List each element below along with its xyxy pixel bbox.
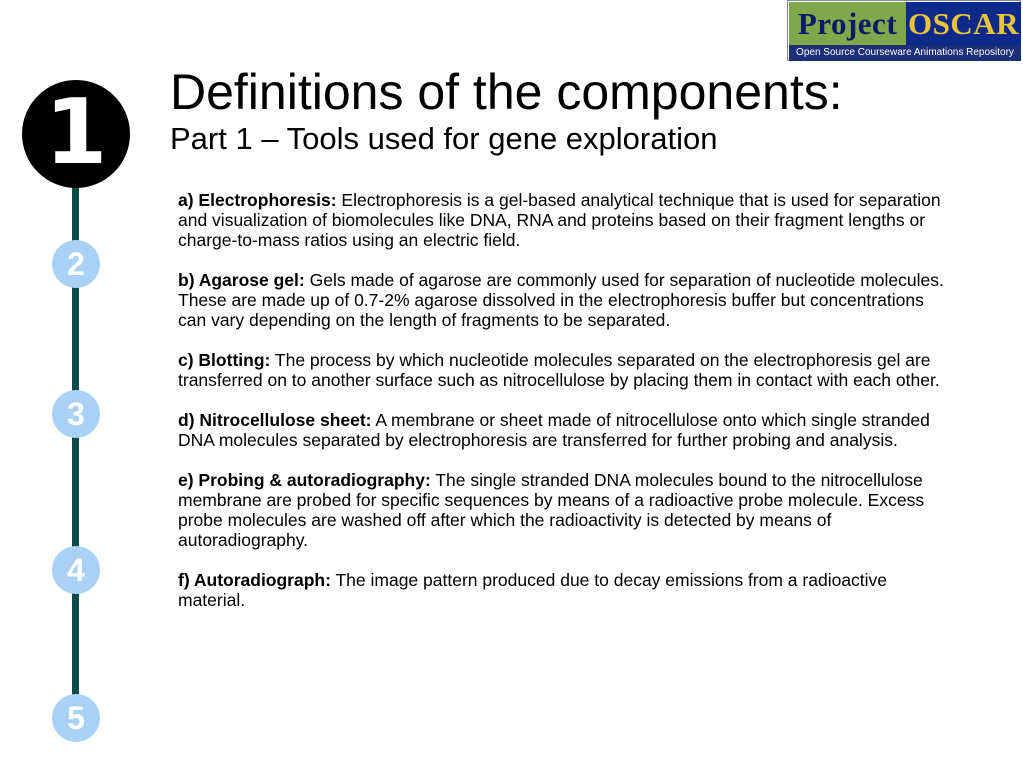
definition-nitrocellulose-sheet [178,410,953,450]
definition-autoradiograph [178,570,953,610]
definition-text: The process by which nucleotide molecules separated on the electrophoresis gel are transferred on to another surface such as nitrocellulose by placing them in contact with each other. [178,350,940,390]
definition-electrophoresis [178,190,953,250]
definitions-list [178,190,953,630]
step-2[interactable]: 2 [52,240,100,288]
definition-probing-autoradiography [178,470,953,550]
logo-tagline: Open Source Courseware Animations Repository [789,45,1021,61]
step-1-current[interactable]: 1 [22,80,130,188]
definition-text: The single stranded DNA molecules bound to the nitrocellulose membrane are probed for specific sequences by means of a radioactive probe molecule. Excess probe molecules are washed off after which the radioactivity is detected by means of autoradiography. [178,470,925,550]
definition-blotting [178,350,953,390]
definition-term: e) Probing & autoradiography: [178,470,431,490]
page-subtitle: Part 1 – Tools used for gene exploration [170,121,718,156]
definition-text: The image pattern produced due to decay emissions from a radioactive material. [178,570,888,610]
page-title: Definitions of the components: [170,64,843,120]
definition-term: b) Agarose gel: [178,270,305,290]
step-4[interactable]: 4 [52,546,100,594]
definition-text: Gels made of agarose are commonly used for separation of nucleotide molecules. These are made up of 0.7-2% agarose dissolved in the electrophoresis buffer but concentrations can vary depending on the length of fragments to be separated. [178,270,944,330]
definition-term: f) Autoradiograph: [178,570,331,590]
definition-term: c) Blotting: [178,350,271,370]
definition-term: d) Nitrocellulose sheet: [178,410,372,430]
definition-agarose-gel [178,270,953,330]
logo-project-text: Project [789,2,906,45]
definition-text: A membrane or sheet made of nitrocellulose onto which single stranded DNA molecules separated by electrophoresis are transferred for further probing and analysis. [178,410,930,450]
step-3[interactable]: 3 [52,390,100,438]
project-oscar-logo [787,0,1023,62]
step-5[interactable]: 5 [52,694,100,742]
definition-term: a) Electrophoresis: [178,190,337,210]
logo-oscar-text: OSCAR [906,2,1021,45]
definition-text: Electrophoresis is a gel-based analytical technique that is used for separation and visualization of biomolecules like DNA, RNA and proteins based on their fragment lengths or charge-to-mass ratios using an electric field. [178,190,941,250]
